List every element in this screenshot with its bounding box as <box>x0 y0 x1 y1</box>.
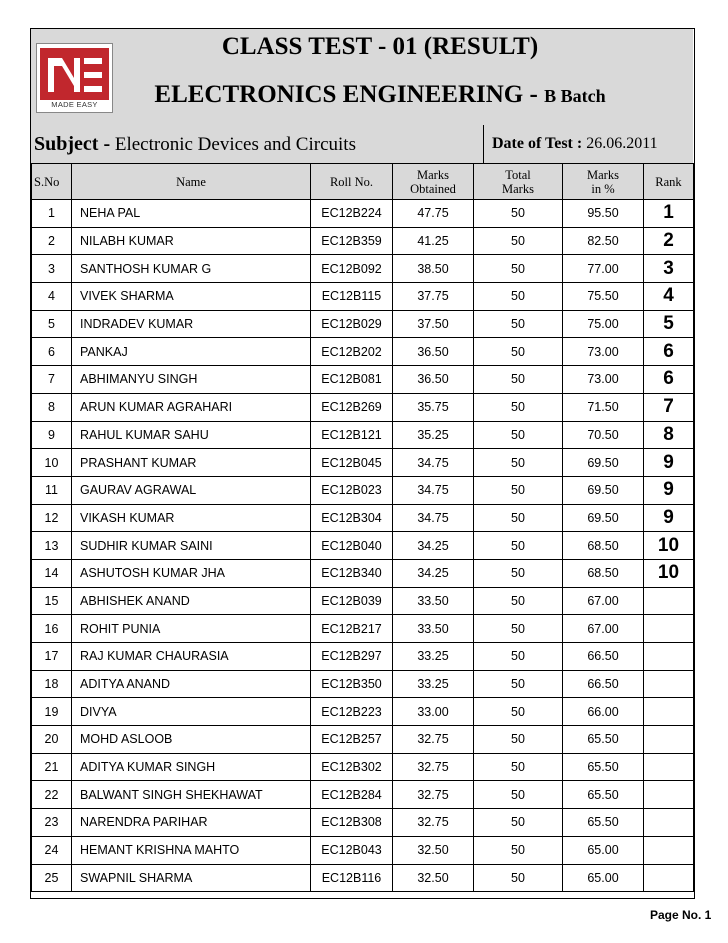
table-row <box>32 504 694 532</box>
cell-marks-obtained: 33.00 <box>393 698 474 726</box>
cell-name: VIVEK SHARMA <box>72 283 311 311</box>
cell-percent: 73.00 <box>563 366 644 394</box>
cell-total-marks: 50 <box>474 393 563 421</box>
cell-roll: EC12B115 <box>311 283 393 311</box>
cell-roll: EC12B081 <box>311 366 393 394</box>
batch-label: B Batch <box>544 86 606 106</box>
cell-sno: 13 <box>32 532 72 560</box>
cell-name: INDRADEV KUMAR <box>72 310 311 338</box>
cell-total-marks: 50 <box>474 338 563 366</box>
cell-total-marks: 50 <box>474 698 563 726</box>
cell-roll: EC12B116 <box>311 864 393 892</box>
cell-sno: 18 <box>32 670 72 698</box>
table-row <box>32 532 694 560</box>
table-row <box>32 643 694 671</box>
cell-name: HEMANT KRISHNA MAHTO <box>72 836 311 864</box>
cell-marks-obtained: 37.50 <box>393 310 474 338</box>
cell-total-marks: 50 <box>474 587 563 615</box>
cell-total-marks: 50 <box>474 200 563 228</box>
col-roll: Roll No. <box>311 164 393 200</box>
cell-roll: EC12B023 <box>311 476 393 504</box>
cell-sno: 17 <box>32 643 72 671</box>
cell-marks-obtained: 35.75 <box>393 393 474 421</box>
cell-name: VIKASH KUMAR <box>72 504 311 532</box>
col-rank: Rank <box>644 164 694 200</box>
table-row <box>32 310 694 338</box>
cell-roll: EC12B121 <box>311 421 393 449</box>
cell-sno: 21 <box>32 753 72 781</box>
cell-name: RAHUL KUMAR SAHU <box>72 421 311 449</box>
table-row <box>32 227 694 255</box>
cell-roll: EC12B029 <box>311 310 393 338</box>
cell-rank: 6 <box>644 338 694 366</box>
cell-marks-obtained: 34.25 <box>393 532 474 560</box>
cell-sno: 2 <box>32 227 72 255</box>
cell-total-marks: 50 <box>474 283 563 311</box>
cell-roll: EC12B202 <box>311 338 393 366</box>
cell-name: DIVYA <box>72 698 311 726</box>
cell-rank: 3 <box>644 255 694 283</box>
cell-roll: EC12B224 <box>311 200 393 228</box>
result-sheet <box>30 28 695 899</box>
cell-total-marks: 50 <box>474 255 563 283</box>
cell-marks-obtained: 41.25 <box>393 227 474 255</box>
cell-sno: 15 <box>32 587 72 615</box>
cell-percent: 65.00 <box>563 864 644 892</box>
cell-sno: 7 <box>32 366 72 394</box>
cell-percent: 68.50 <box>563 559 644 587</box>
cell-name: ADITYA ANAND <box>72 670 311 698</box>
date-cell <box>483 125 693 163</box>
cell-percent: 69.50 <box>563 476 644 504</box>
cell-marks-obtained: 34.75 <box>393 449 474 477</box>
cell-total-marks: 50 <box>474 864 563 892</box>
cell-roll: EC12B350 <box>311 670 393 698</box>
table-row <box>32 698 694 726</box>
col-marks-obtained-line2: Obtained <box>410 181 456 196</box>
cell-total-marks: 50 <box>474 726 563 754</box>
cell-roll: EC12B297 <box>311 643 393 671</box>
cell-name: NILABH KUMAR <box>72 227 311 255</box>
cell-name: ASHUTOSH KUMAR JHA <box>72 559 311 587</box>
cell-name: PRASHANT KUMAR <box>72 449 311 477</box>
cell-roll: EC12B340 <box>311 559 393 587</box>
cell-total-marks: 50 <box>474 836 563 864</box>
page-title: CLASS TEST - 01 (RESULT) <box>221 33 539 60</box>
cell-marks-obtained: 34.75 <box>393 476 474 504</box>
cell-rank: 8 <box>644 421 694 449</box>
cell-name: GAURAV AGRAWAL <box>72 476 311 504</box>
cell-percent: 68.50 <box>563 532 644 560</box>
cell-name: BALWANT SINGH SHEKHAWAT <box>72 781 311 809</box>
cell-percent: 65.00 <box>563 836 644 864</box>
cell-marks-obtained: 34.25 <box>393 559 474 587</box>
cell-total-marks: 50 <box>474 670 563 698</box>
cell-sno: 8 <box>32 393 72 421</box>
cell-sno: 9 <box>32 421 72 449</box>
col-percent <box>563 164 644 200</box>
cell-name: PANKAJ <box>72 338 311 366</box>
department-title <box>49 81 711 109</box>
cell-marks-obtained: 33.25 <box>393 670 474 698</box>
table-row <box>32 753 694 781</box>
subject-value: Electronic Devices and Circuits <box>114 134 356 155</box>
cell-sno: 24 <box>32 836 72 864</box>
cell-marks-obtained: 35.25 <box>393 421 474 449</box>
cell-name: NEHA PAL <box>72 200 311 228</box>
cell-sno: 10 <box>32 449 72 477</box>
cell-sno: 23 <box>32 809 72 837</box>
cell-sno: 12 <box>32 504 72 532</box>
logo-text: MADE EASY <box>51 100 98 109</box>
subject-row <box>31 125 693 164</box>
cell-marks-obtained: 36.50 <box>393 366 474 394</box>
cell-total-marks: 50 <box>474 532 563 560</box>
cell-roll: EC12B359 <box>311 227 393 255</box>
cell-percent: 70.50 <box>563 421 644 449</box>
date-label: Date of Test : <box>492 135 583 152</box>
cell-marks-obtained: 32.75 <box>393 809 474 837</box>
cell-name: ABHIMANYU SINGH <box>72 366 311 394</box>
cell-total-marks: 50 <box>474 310 563 338</box>
col-name: Name <box>72 164 311 200</box>
cell-rank <box>644 670 694 698</box>
cell-total-marks: 50 <box>474 615 563 643</box>
cell-percent: 65.50 <box>563 726 644 754</box>
col-marks-obtained-line1: Marks <box>417 167 449 182</box>
cell-name: ABHISHEK ANAND <box>72 587 311 615</box>
cell-percent: 67.00 <box>563 615 644 643</box>
table-row <box>32 255 694 283</box>
cell-rank <box>644 643 694 671</box>
subject <box>34 133 356 156</box>
cell-rank: 10 <box>644 559 694 587</box>
cell-roll: EC12B092 <box>311 255 393 283</box>
cell-percent: 82.50 <box>563 227 644 255</box>
cell-rank: 9 <box>644 476 694 504</box>
cell-percent: 69.50 <box>563 504 644 532</box>
cell-name: SUDHIR KUMAR SAINI <box>72 532 311 560</box>
cell-rank <box>644 781 694 809</box>
cell-percent: 73.00 <box>563 338 644 366</box>
cell-total-marks: 50 <box>474 227 563 255</box>
table-row <box>32 809 694 837</box>
cell-roll: EC12B217 <box>311 615 393 643</box>
cell-rank <box>644 698 694 726</box>
cell-marks-obtained: 33.50 <box>393 587 474 615</box>
cell-marks-obtained: 47.75 <box>393 200 474 228</box>
cell-marks-obtained: 38.50 <box>393 255 474 283</box>
cell-marks-obtained: 32.75 <box>393 726 474 754</box>
table-row <box>32 559 694 587</box>
cell-total-marks: 50 <box>474 643 563 671</box>
cell-percent: 95.50 <box>563 200 644 228</box>
cell-marks-obtained: 33.25 <box>393 643 474 671</box>
cell-rank: 2 <box>644 227 694 255</box>
cell-percent: 77.00 <box>563 255 644 283</box>
col-total-line2: Marks <box>502 181 534 196</box>
cell-total-marks: 50 <box>474 421 563 449</box>
cell-rank <box>644 615 694 643</box>
table-row <box>32 449 694 477</box>
cell-rank: 7 <box>644 393 694 421</box>
cell-total-marks: 50 <box>474 781 563 809</box>
cell-marks-obtained: 33.50 <box>393 615 474 643</box>
cell-marks-obtained: 32.50 <box>393 836 474 864</box>
cell-rank: 1 <box>644 200 694 228</box>
col-total-line1: Total <box>505 167 531 182</box>
cell-rank: 9 <box>644 504 694 532</box>
cell-roll: EC12B284 <box>311 781 393 809</box>
cell-roll: EC12B039 <box>311 587 393 615</box>
cell-sno: 5 <box>32 310 72 338</box>
table-row <box>32 476 694 504</box>
cell-sno: 20 <box>32 726 72 754</box>
cell-name: RAJ KUMAR CHAURASIA <box>72 643 311 671</box>
cell-sno: 22 <box>32 781 72 809</box>
cell-percent: 65.50 <box>563 753 644 781</box>
cell-rank <box>644 753 694 781</box>
cell-name: SANTHOSH KUMAR G <box>72 255 311 283</box>
cell-name: ARUN KUMAR AGRAHARI <box>72 393 311 421</box>
cell-roll: EC12B308 <box>311 809 393 837</box>
cell-total-marks: 50 <box>474 476 563 504</box>
cell-total-marks: 50 <box>474 504 563 532</box>
table-row <box>32 393 694 421</box>
cell-roll: EC12B043 <box>311 836 393 864</box>
cell-percent: 65.50 <box>563 809 644 837</box>
table-row <box>32 421 694 449</box>
cell-marks-obtained: 37.75 <box>393 283 474 311</box>
cell-roll: EC12B302 <box>311 753 393 781</box>
cell-marks-obtained: 32.50 <box>393 864 474 892</box>
cell-total-marks: 50 <box>474 449 563 477</box>
cell-percent: 66.50 <box>563 643 644 671</box>
cell-roll: EC12B045 <box>311 449 393 477</box>
cell-rank: 9 <box>644 449 694 477</box>
cell-percent: 71.50 <box>563 393 644 421</box>
cell-name: SWAPNIL SHARMA <box>72 864 311 892</box>
cell-percent: 75.00 <box>563 310 644 338</box>
col-percent-line1: Marks <box>587 167 619 182</box>
cell-rank: 10 <box>644 532 694 560</box>
table-row <box>32 781 694 809</box>
cell-rank <box>644 587 694 615</box>
col-total-marks <box>474 164 563 200</box>
cell-percent: 66.50 <box>563 670 644 698</box>
table-row <box>32 864 694 892</box>
cell-marks-obtained: 32.75 <box>393 781 474 809</box>
cell-sno: 3 <box>32 255 72 283</box>
cell-sno: 25 <box>32 864 72 892</box>
cell-total-marks: 50 <box>474 753 563 781</box>
col-sno: S.No <box>32 164 72 200</box>
cell-percent: 66.00 <box>563 698 644 726</box>
cell-sno: 19 <box>32 698 72 726</box>
cell-percent: 69.50 <box>563 449 644 477</box>
department-name: ELECTRONICS ENGINEERING - <box>154 81 538 108</box>
cell-total-marks: 50 <box>474 366 563 394</box>
subject-label: Subject - <box>34 133 111 155</box>
table-row <box>32 615 694 643</box>
table-row <box>32 670 694 698</box>
cell-name: NARENDRA PARIHAR <box>72 809 311 837</box>
header-row <box>32 164 694 200</box>
cell-rank <box>644 836 694 864</box>
col-percent-line2: in % <box>591 181 615 196</box>
table-row <box>32 366 694 394</box>
table-row <box>32 836 694 864</box>
cell-sno: 14 <box>32 559 72 587</box>
cell-roll: EC12B304 <box>311 504 393 532</box>
cell-percent: 75.50 <box>563 283 644 311</box>
cell-sno: 4 <box>32 283 72 311</box>
cell-sno: 11 <box>32 476 72 504</box>
cell-sno: 6 <box>32 338 72 366</box>
col-marks-obtained <box>393 164 474 200</box>
cell-marks-obtained: 32.75 <box>393 753 474 781</box>
table-row <box>32 283 694 311</box>
cell-rank <box>644 809 694 837</box>
date-value: 26.06.2011 <box>586 135 658 152</box>
cell-rank: 5 <box>644 310 694 338</box>
cell-marks-obtained: 34.75 <box>393 504 474 532</box>
cell-rank <box>644 864 694 892</box>
table-row <box>32 726 694 754</box>
cell-rank <box>644 726 694 754</box>
cell-name: ADITYA KUMAR SINGH <box>72 753 311 781</box>
cell-roll: EC12B269 <box>311 393 393 421</box>
table-row <box>32 200 694 228</box>
cell-sno: 1 <box>32 200 72 228</box>
cell-name: ROHIT PUNIA <box>72 615 311 643</box>
table-row <box>32 338 694 366</box>
table-row <box>32 587 694 615</box>
cell-marks-obtained: 36.50 <box>393 338 474 366</box>
cell-name: MOHD ASLOOB <box>72 726 311 754</box>
cell-roll: EC12B257 <box>311 726 393 754</box>
cell-rank: 4 <box>644 283 694 311</box>
cell-total-marks: 50 <box>474 559 563 587</box>
page-number: Page No. 1 <box>650 908 712 922</box>
cell-roll: EC12B223 <box>311 698 393 726</box>
header <box>31 29 693 126</box>
cell-total-marks: 50 <box>474 809 563 837</box>
cell-rank: 6 <box>644 366 694 394</box>
cell-roll: EC12B040 <box>311 532 393 560</box>
cell-percent: 67.00 <box>563 587 644 615</box>
cell-sno: 16 <box>32 615 72 643</box>
test-date <box>492 135 658 153</box>
cell-percent: 65.50 <box>563 781 644 809</box>
results-table <box>31 163 694 892</box>
